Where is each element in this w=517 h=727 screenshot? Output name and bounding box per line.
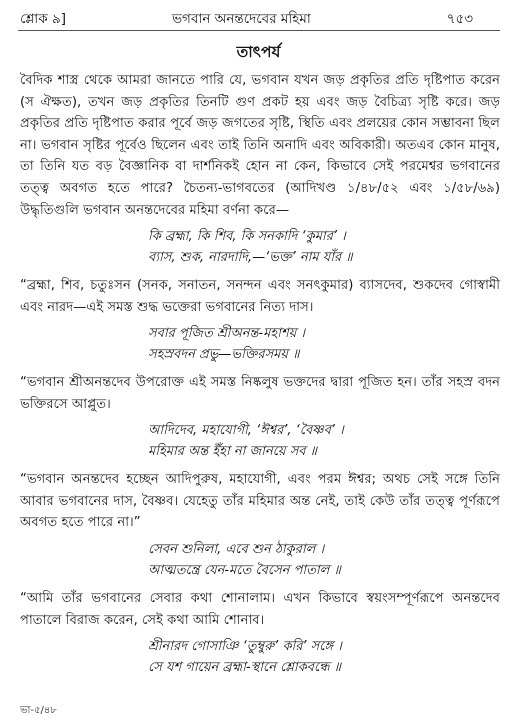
- purport-paragraph-1: বৈদিক শাস্ত্র থেকে আমরা জানতে পারি যে, ভগবান যখন জড় প্রকৃতির প্রতি দৃষ্টিপাত করেন (স ঐক্ষত), তখন জড় প্রকৃতির তিনটি গুণ প্রকট হয় এবং জড় বৈচিত্র্য সৃষ্টি করে। জড় প্রকৃতির প্রতি দৃষ্টিপাত করার পূর্বে জড় জগতের সৃষ্টি, স্থিতি এবং প্রলয়ের কোন সম্ভাবনা ছিল না। ভগবান সৃষ্টির পূর্বেও ছিলেন এবং তাই তিনি অনাদি এবং অবিকারী। অতএব কোন মানুষ, তা তিনি যত বড় বৈজ্ঞানিক বা দার্শনিকই হোন না কেন, কিভাবে সেই পরমেশ্বর ভগবানের তত্ত্ব অবগত হতে পারে? চৈতন্য-ভাগবতের (আদিখণ্ড ১/৪৮/৫২ এবং ১/৫৮/৬৯) উদ্ধৃতিগুলি ভগবান অনন্তদেবের মহিমা বর্ণনা করে—: [20, 73, 500, 218]
- purport-paragraph-5: “আমি তাঁর ভগবানের সেবার কথা শোনালাম। এখন কিভাবে স্বয়ংসম্পূর্ণরূপে অনন্তদেব পাতালে বিরাজ করেন, সেই কথা আমি শোনাব।: [20, 591, 500, 628]
- verse-line: সহস্রবদন প্রভু—ভক্তিরসময় ॥: [148, 347, 300, 362]
- verse-line: কি ব্রহ্মা, কি শিব, কি সনকাদি ‘কুমার’ ।: [148, 229, 346, 244]
- verse-line: শ্রীনারদ গোসাঞি ‘তুম্বুরু’ করি’ সঙ্গে ।: [148, 639, 342, 654]
- purport-paragraph-3: “ভগবান শ্রীঅনন্তদেব উপরোক্ত এই সমস্ত নিষ্কলুষ ভক্তদের দ্বারা পূজিত হন। তাঁর সহস্র বদন ভক্তিরসে আপ্লুত।: [20, 375, 500, 412]
- verse-line: ব্যাস, শুক, নারদাদি,—‘ভক্ত’ নাম যাঁর ॥: [148, 250, 353, 265]
- verse-reference: শ্লোক ৯]: [20, 11, 66, 27]
- page-number: ৭৫৩: [446, 11, 473, 27]
- verse-line: সেবন শুনিলা, এবে শুন ঠাকুরাল ।: [148, 542, 325, 557]
- verse-line: মহিমার অন্ত ইঁহা না জানয়ে সব ॥: [148, 444, 318, 459]
- verse-line: সে যশ গায়েন ব্রহ্মা-স্থানে শ্লোকবন্ধে ॥: [148, 660, 342, 675]
- verse-line: আদিদেব, মহাযোগী, ‘ঈশ্বর’, ‘বৈষ্ণব’ ।: [148, 423, 344, 438]
- purport-paragraph-2: “ব্রহ্মা, শিব, চতুঃসন (সনক, সনাতন, সনন্দন এবং সনৎকুমার) ব্যাসদেব, শুকদেব গোস্বামী এবং নারদ—এই সমস্ত শুদ্ধ ভক্তেরা ভগবানের নিত্য দাস।: [20, 278, 500, 315]
- verse-line: আত্মতন্ত্রে যেন-মতে বৈসেন পাতাল ॥: [148, 563, 341, 578]
- purport-paragraph-4: “ভগবান অনন্তদেব হচ্ছেন আদিপুরুষ, মহাযোগী, এবং পরম ঈশ্বর; অথচ সেই সঙ্গে তিনি আবার ভগবানের দাস, বৈষ্ণব। যেহেতু তাঁর মহিমার অন্ত নেই, তাই কেউ তাঁর তত্ত্ব পূর্ণরূপে অবগত হতে পারে না।”: [20, 472, 500, 531]
- verse-line: সবার পূজিত শ্রীঅনন্ত-মহাশয় ।: [148, 326, 306, 341]
- header-divider: [18, 30, 500, 31]
- page-footer-signature: ভা-৫/৪৮: [20, 705, 57, 716]
- running-title: ভগবান অনন্তদেবের মহিমা: [172, 11, 311, 27]
- section-title: তাৎপর্য: [236, 43, 281, 61]
